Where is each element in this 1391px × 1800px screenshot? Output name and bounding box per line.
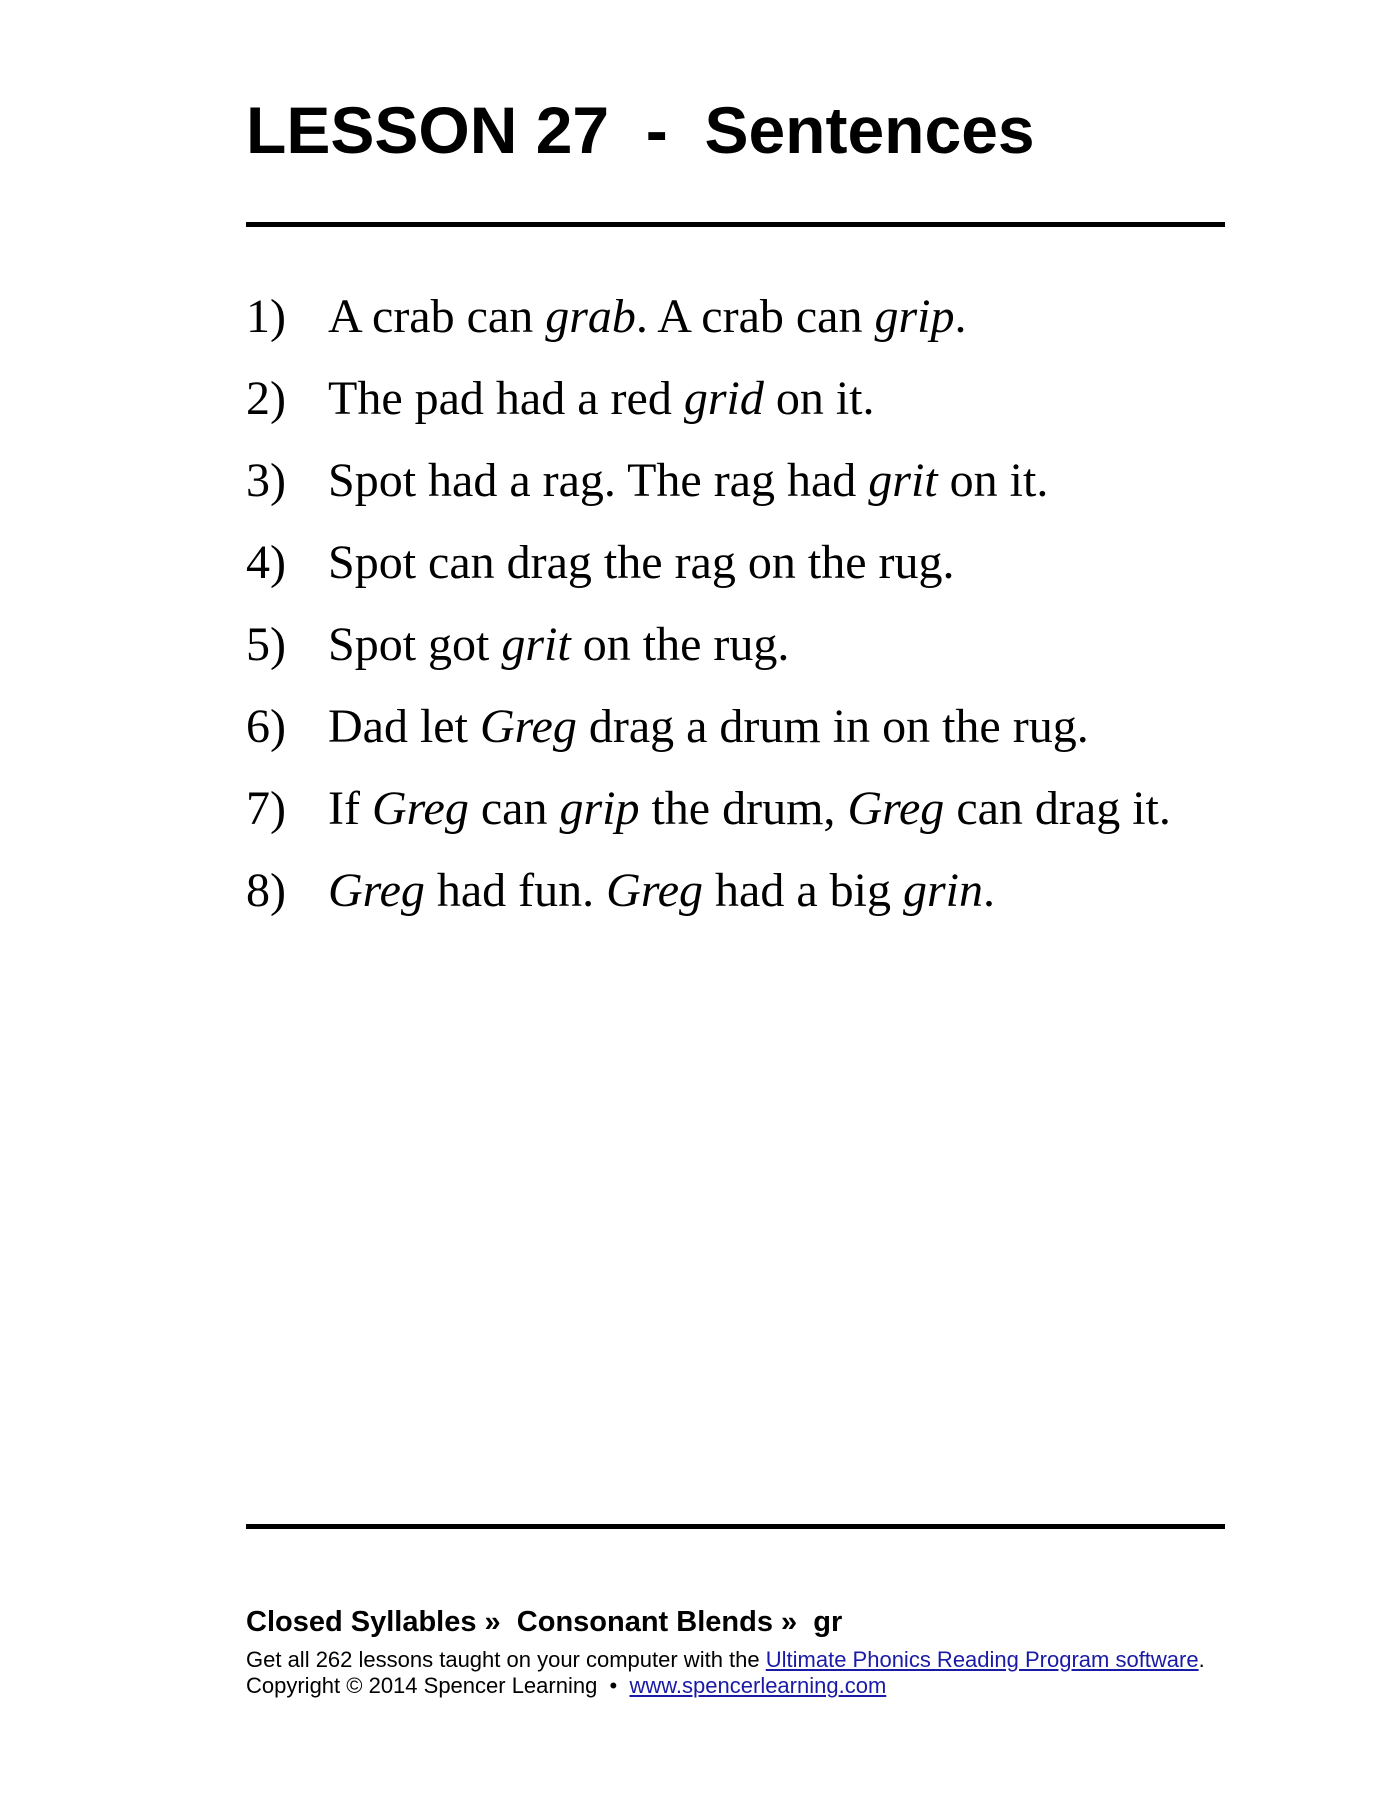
sentence-number: 5) (246, 618, 286, 671)
emphasized-word: grip (559, 782, 640, 835)
emphasized-word: grit (868, 454, 938, 507)
sentence-text: on it. (937, 454, 1049, 507)
sentence-item (246, 856, 1171, 938)
sentence-number: 4) (246, 536, 286, 589)
category-breadcrumb: Closed Syllables » Consonant Blends » gr (246, 1606, 843, 1638)
copyright-text: Copyright © 2014 Spencer Learning • (246, 1673, 630, 1698)
emphasized-word: Greg (328, 864, 425, 917)
top-divider (246, 222, 1225, 227)
emphasized-word: grit (501, 618, 571, 671)
sentence-text: . (983, 864, 996, 917)
promo-suffix: . (1198, 1647, 1205, 1672)
emphasized-word: grin (903, 864, 984, 917)
sentence-item (246, 692, 1171, 774)
sentence-text: can drag it. (944, 782, 1171, 835)
sentence-text: Spot had a rag. The rag had (328, 454, 869, 507)
sentence-text: . (954, 290, 967, 343)
emphasized-word: Greg (847, 782, 945, 835)
sentence-item (246, 610, 1171, 692)
emphasized-word: grab (545, 290, 636, 343)
promo-text: Get all 262 lessons taught on your computer with the (246, 1647, 766, 1672)
sentence-item (246, 282, 1171, 364)
sentence-text: had a big (703, 864, 903, 917)
website-link[interactable]: www.spencerlearning.com (629, 1673, 887, 1698)
sentence-text: on it. (763, 372, 875, 425)
program-software-link[interactable]: Ultimate Phonics Reading Program software (765, 1647, 1199, 1672)
sentence-list (246, 282, 1171, 938)
sentence-text: The pad had a red (328, 372, 684, 425)
sentence-number: 8) (246, 864, 286, 917)
sentence-item (246, 528, 1171, 610)
sentence-text: Spot can drag the rag on the rug. (328, 536, 955, 589)
sentence-item (246, 364, 1171, 446)
sentence-item (246, 446, 1171, 528)
emphasized-word: Greg (479, 700, 577, 753)
sentence-text: Spot got (328, 618, 502, 671)
sentence-number: 3) (246, 454, 286, 507)
bottom-divider (246, 1524, 1225, 1529)
sentence-item (246, 774, 1171, 856)
sentence-text: drag a drum in on the rug. (576, 700, 1089, 753)
lesson-title: LESSON 27 - Sentences (246, 93, 1035, 167)
sentence-number: 1) (246, 290, 286, 343)
sentence-text: Dad let (328, 700, 480, 753)
sentence-number: 7) (246, 782, 286, 835)
emphasized-word: Greg (606, 864, 704, 917)
sentence-number: 6) (246, 700, 286, 753)
sentence-text: A crab can (328, 290, 546, 343)
sentence-text: can (468, 782, 560, 835)
sentence-text: the drum, (639, 782, 848, 835)
sentence-text: on the rug. (570, 618, 790, 671)
emphasized-word: grid (683, 372, 764, 425)
copyright-line (246, 1673, 886, 1699)
emphasized-word: Greg (371, 782, 469, 835)
promo-line (246, 1647, 1205, 1673)
emphasized-word: grip (874, 290, 955, 343)
sentence-text: If (328, 782, 372, 835)
sentence-text: had fun. (424, 864, 607, 917)
sentence-number: 2) (246, 372, 286, 425)
sentence-text: . A crab can (635, 290, 875, 343)
